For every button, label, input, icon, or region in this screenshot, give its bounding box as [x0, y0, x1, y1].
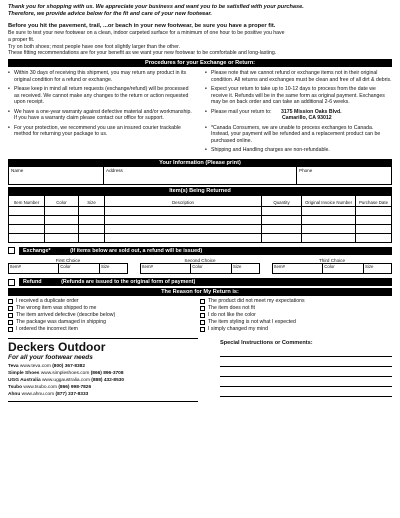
- bullet-icon: •: [8, 108, 10, 115]
- reason-checkbox[interactable]: [8, 299, 13, 304]
- reason-checkbox[interactable]: [8, 306, 13, 311]
- reason-option[interactable]: The item arrived defective (describe below): [8, 312, 200, 319]
- col-date: Purchase Date: [356, 195, 392, 206]
- bullet-icon: •: [205, 124, 207, 131]
- comment-line[interactable]: [220, 367, 392, 377]
- fit-line: Be sure to test your new footwear on a clean, indoor carpeted surface for a minimum of one hour to be positive you have: [8, 30, 285, 37]
- table-header-row: [9, 195, 392, 206]
- procedures-left: [8, 70, 195, 157]
- address-line-2: Camarillo, CA 93012: [282, 115, 332, 122]
- col-item-number: Item Number: [9, 195, 45, 206]
- procedure-item: • Please keep in mind all return requests (exchange/refund) will be processed as received. We cannot make any changes to the return or action requested upon receipt.: [8, 86, 189, 106]
- brand-block: [8, 338, 198, 401]
- brand-name: Deckers Outdoor: [8, 340, 106, 355]
- col-color: Color: [45, 195, 79, 206]
- brand-tagline: For all your footwear needs: [8, 353, 93, 361]
- procedure-item: • Shipping and Handling charges are non-refundable.: [205, 147, 330, 154]
- comment-line[interactable]: [220, 377, 392, 387]
- col-quantity: Quantity: [262, 195, 302, 206]
- reason-option[interactable]: The item styling is not what I expected: [200, 319, 392, 326]
- reason-checkbox[interactable]: [200, 306, 205, 311]
- brand-contact: Ahnu www.ahnu.com (877) 337-8333: [8, 391, 89, 397]
- intro: [8, 4, 392, 19]
- reason-checkbox[interactable]: [200, 313, 205, 318]
- exchange-choices: [8, 258, 392, 275]
- choice-first: First Choice Item# Color Size: [8, 258, 128, 275]
- choice-second: Second Choice Item# Color Size: [140, 258, 260, 275]
- mail-address-item: • Please mail your return to: 3175 Mission Oaks Blvd. Camarillo, CA 93012: [205, 108, 342, 122]
- info-title: Your Information (Please print): [8, 159, 392, 167]
- procedures-right: [205, 70, 392, 157]
- col-size: Size: [79, 195, 105, 206]
- bullet-icon: •: [205, 70, 207, 77]
- procedures-title: Procedures for your Exchange or Return:: [8, 59, 392, 67]
- reason-option[interactable]: The product did not meet my expectations: [200, 298, 392, 305]
- footer: [8, 338, 392, 401]
- exchange-section: [8, 247, 392, 255]
- refund-note: (Refunds are issued to the original form of payment): [61, 279, 196, 286]
- reason-checkbox[interactable]: [8, 327, 13, 332]
- items-title: Item(s) Being Returned: [8, 187, 392, 195]
- address-field[interactable]: Address: [104, 167, 297, 184]
- fit-advice: [8, 23, 392, 58]
- col-description: Description: [105, 195, 262, 206]
- procedure-item: • Expect your return to take up to 10-12 days to process from the date we receive it. Refunds will be in the same form as original payment. Exchanges may be on back order and can take an additional 2-6 weeks.: [205, 86, 385, 106]
- reason-option[interactable]: The item does not fit: [200, 305, 392, 312]
- reason-option[interactable]: I received a duplicate order: [8, 298, 200, 305]
- name-field[interactable]: Name: [9, 167, 104, 184]
- intro-line-2: Therefore, we provide advice below for the fit and care of your new footwear.: [8, 11, 212, 18]
- table-row[interactable]: [9, 224, 392, 233]
- comment-line[interactable]: [220, 347, 392, 357]
- phone-field[interactable]: Phone: [299, 167, 313, 173]
- bullet-icon: •: [205, 86, 207, 93]
- items-table: [8, 195, 392, 243]
- procedures: [8, 70, 392, 157]
- reasons: [8, 298, 392, 333]
- procedure-item: • We have a one-year warranty against defective material and/or workmanship. If you have a warranty claim please contact our office for support.: [8, 108, 192, 122]
- info-fields: [8, 167, 392, 185]
- table-row[interactable]: [9, 233, 392, 242]
- comment-line[interactable]: [220, 357, 392, 367]
- bullet-icon: •: [8, 124, 10, 131]
- special-title: Special Instructions or Comments:: [220, 340, 313, 347]
- brand-contact: UGG Australia www.uggaustralia.com (888) 432-8530: [8, 377, 125, 383]
- refund-label: Refund: [23, 279, 42, 286]
- bullet-icon: •: [205, 108, 207, 115]
- fit-line: Try on both shoes; most people have one foot slightly larger than the other.: [8, 43, 180, 50]
- reason-option[interactable]: The package was damaged in shipping: [8, 319, 200, 326]
- fit-line: a proper fit.: [8, 36, 35, 43]
- procedure-item: • *Canada Consumers, we are unable to process exchanges to Canada. Instead, your payment will be refunded and a replacement product can be purchased online.: [205, 124, 381, 144]
- return-form: [8, 0, 392, 402]
- exchange-label: Exchange*: [23, 247, 51, 254]
- bullet-icon: •: [8, 70, 10, 77]
- special-instructions: [198, 338, 392, 401]
- exchange-checkbox[interactable]: [8, 247, 15, 254]
- reason-option[interactable]: I simply changed my mind: [200, 326, 392, 333]
- procedure-item: • Within 30 days of receiving this shipment, you may return any product in its original condition for a refund or exchange.: [8, 70, 187, 83]
- comment-line[interactable]: [220, 387, 392, 397]
- procedure-item: • Please note that we cannot refund or exchange items not in their original condition. All returns and exchanges must be clean and free of all dirt & debris.: [205, 70, 392, 83]
- fit-line: These fitting recommendations are for your benefit as we want your new footwear to be comfortable and long-lasting.: [8, 50, 277, 57]
- procedure-item: • For your protection, we recommend you use an insured courier trackable method for returning your package to us.: [8, 124, 181, 138]
- choice-third: Third Choice Item# Color Size: [272, 258, 392, 275]
- table-row[interactable]: [9, 206, 392, 215]
- table-row[interactable]: [9, 215, 392, 224]
- brand-contact: Tsubo www.tsubo.com (866) 998-7826: [8, 384, 92, 390]
- bullet-icon: •: [8, 86, 10, 93]
- reason-checkbox[interactable]: [200, 327, 205, 332]
- brand-contact: Simple Shoes www.simpleshoes.com (866) 896-3708: [8, 370, 124, 376]
- reason-checkbox[interactable]: [200, 320, 205, 325]
- reason-checkbox[interactable]: [8, 313, 13, 318]
- bullet-icon: •: [205, 147, 207, 154]
- reason-option[interactable]: I do not like the color: [200, 312, 392, 319]
- reason-checkbox[interactable]: [200, 299, 205, 304]
- refund-section: [8, 278, 392, 286]
- brand-contact: Teva www.teva.com (800) 367-8382: [8, 364, 86, 370]
- refund-checkbox[interactable]: [8, 279, 15, 286]
- address-line-1: 3175 Mission Oaks Blvd.: [281, 108, 342, 115]
- reason-checkbox[interactable]: [8, 320, 13, 325]
- reason-option[interactable]: The wrong item was shipped to me: [8, 305, 200, 312]
- reasons-title: The Reason for My Return is:: [8, 288, 392, 296]
- col-invoice: Original Invoice Number: [302, 195, 356, 206]
- reason-option[interactable]: I ordered the incorrect item: [8, 326, 200, 333]
- intro-line-1: Thank you for shopping with us. We appreciate your business and want you to be satisfied with your purchase.: [8, 4, 304, 10]
- exchange-note: (If items below are sold out, a refund will be issued): [70, 247, 203, 254]
- fit-heading: Before you hit the pavement, trail, ...or beach in your new footwear, be sure you have a proper fit.: [8, 22, 276, 29]
